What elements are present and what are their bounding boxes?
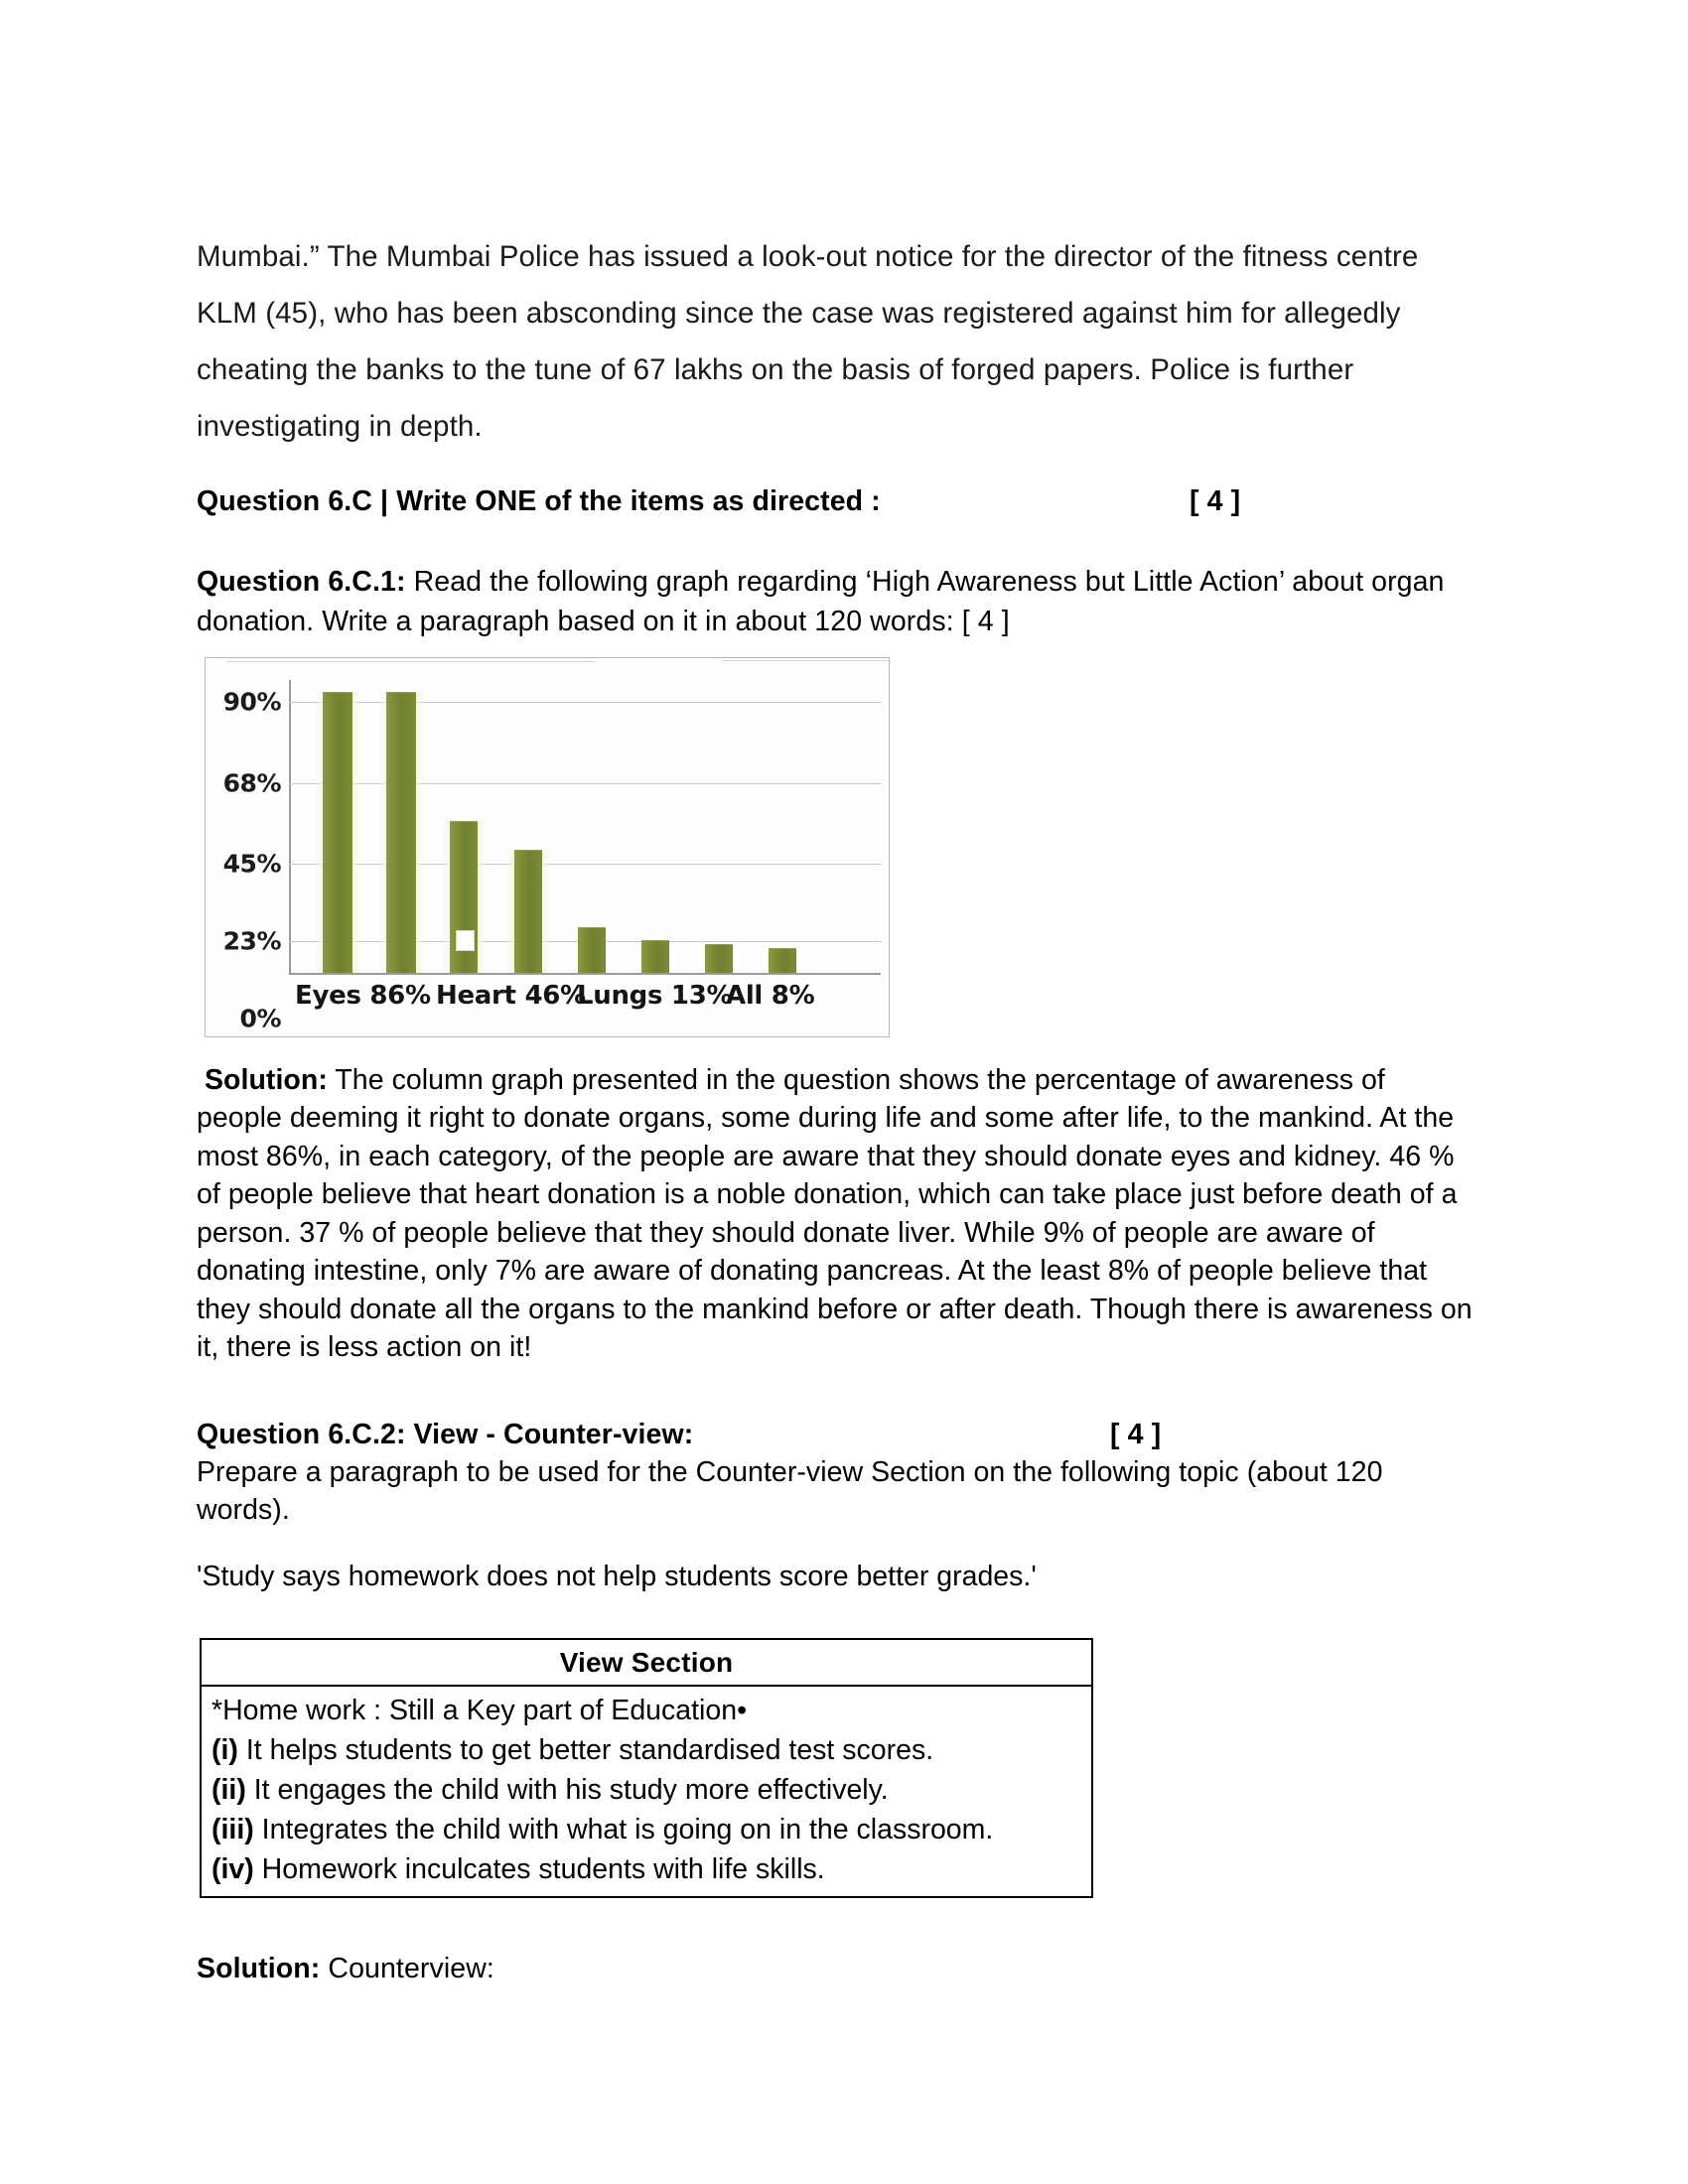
view-section-table-body [202,1687,1091,1896]
chart-plot-area [289,680,881,975]
row-marker: (ii) [211,1773,246,1806]
row-text: Integrates the child with what is going on in the classroom. [253,1813,994,1845]
bar-all [769,948,796,973]
x-tick-eyes: Eyes 86% [295,980,431,1011]
final-solution-text: Counterview: [320,1952,494,1984]
bar-liver [514,850,542,973]
chart-y-axis-labels [213,658,285,1036]
view-section-table-header: View Section [202,1640,1091,1687]
chart-x-axis [289,973,881,975]
table-row [211,1810,1091,1849]
page-content [197,199,1477,1985]
question-6c1-marks: [ 4 ] [961,605,1010,637]
y-tick-68: 68% [222,768,281,797]
question-6c1-solution [197,1061,1477,1367]
final-solution-label: Solution: [197,1952,321,1984]
question-6c1-text: Read the following graph regarding ‘High Awareness but Little Action’ about organ donation. Write a paragraph based on it in about 120 words: [197,565,1445,637]
row-text: It helps students to get better standardised test scores. [237,1733,934,1766]
row-marker: (iii) [211,1813,254,1845]
row-marker: (i) [211,1733,238,1766]
question-6c1-heading [197,562,1477,641]
y-tick-0: 0% [239,1004,281,1032]
question-6c2-heading [197,1419,1477,1451]
chart-x-axis-labels [289,981,881,1026]
question-6c2-marks: [ 4 ] [1110,1418,1162,1450]
solution-label: Solution: [204,1063,328,1096]
question-6c-heading-text: Question 6.C | Write ONE of the items as directed : [197,484,881,517]
gridline-45 [289,864,881,865]
organ-donation-chart [205,657,892,1039]
bar-lungs [578,927,606,973]
question-6c-marks: [ 4 ] [1190,484,1241,517]
y-tick-23: 23% [222,926,281,955]
question-6c2-topic: 'Study says homework does not help students score better grades.' [197,1561,1037,1592]
bar-pancreas [705,944,733,973]
bar-kidney [386,692,416,973]
intro-paragraph: Mumbai.” The Mumbai Police has issued a look-out notice for the director of the fitness centre KLM (45), who has been absconding since the case was registered against him for allegedly cheating the banks to the tune of 67 lakhs on the basis of forged papers. Police is further investigating in depth. [197,239,1419,443]
view-section-table [200,1638,1093,1898]
gridline-68 [289,783,881,784]
scan-blip [456,930,475,951]
x-tick-heart: Heart 46% [436,980,586,1011]
x-tick-lungs: Lungs 13% [577,980,733,1011]
y-tick-45: 45% [222,849,281,878]
scan-artifact-line [722,660,889,661]
question-6c2-instruction: Prepare a paragraph to be used for the Counter-view Section on the following topic (about 120 words). [197,1455,1383,1526]
row-text: Homework inculcates students with life skills. [253,1852,825,1885]
question-6c2-solution [197,1953,1477,1985]
bar-intestine [641,940,669,973]
table-row [211,1730,1091,1770]
bar-eyes [323,692,352,973]
row-marker: (iv) [211,1852,254,1885]
question-6c2-heading-text: Question 6.C.2: View - Counter-view: [197,1418,694,1450]
table-row [211,1770,1091,1810]
question-6c1-label: Question 6.C.1: [197,565,406,598]
table-row [211,1691,1091,1730]
table-row [211,1849,1091,1889]
solution-text: The column graph presented in the question shows the percentage of awareness of people deeming it right to donate organs, some during life and some after life, to the mankind. At the most 86%, in each category, of the people are aware that they should donate eyes and kidney. 46 % of people believe that heart donation is a noble donation, which can take place just before death of a person. 37 % of people believe that they should donate liver. While 9% of people are aware of donating intestine, only 7% are aware of donating pancreas. At the least 8% of people believe that they should donate all the organs to the mankind before or after death. Though there is awareness on it, there is less action on it! [197,1063,1473,1363]
gridline-90 [289,702,881,703]
chart-frame [205,657,890,1037]
row-text: *Home work : Still a Key part of Education• [211,1694,748,1726]
question-6c-heading [197,485,1477,518]
chart-y-axis [289,680,291,975]
y-tick-90: 90% [222,687,281,716]
row-text: It engages the child with his study more effectively. [245,1773,889,1806]
x-tick-all: All 8% [726,980,815,1011]
